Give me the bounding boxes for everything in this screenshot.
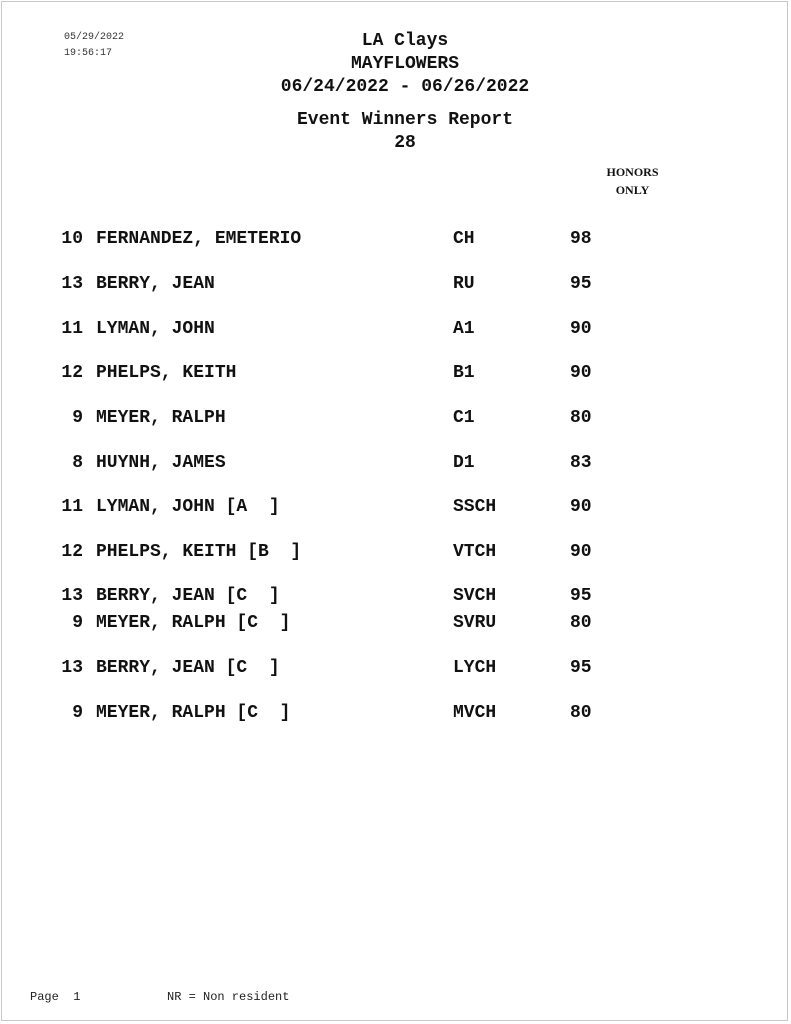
event-name: MAYFLOWERS bbox=[350, 54, 460, 74]
winner-award: SSCH bbox=[453, 497, 497, 517]
winner-award: VTCH bbox=[453, 542, 497, 562]
winner-score: 90 bbox=[570, 363, 592, 383]
winner-row bbox=[0, 273, 592, 295]
winner-name: BERRY, JEAN [C ] bbox=[96, 658, 280, 678]
footer-note: NR = Non resident bbox=[167, 990, 290, 1004]
winner-number: 10 bbox=[61, 229, 83, 249]
honors-label-line2: ONLY bbox=[615, 183, 650, 197]
winner-row bbox=[0, 496, 592, 518]
winner-name: FERNANDEZ, EMETERIO bbox=[96, 229, 302, 249]
winner-number: 11 bbox=[61, 497, 83, 517]
winner-award: CH bbox=[453, 229, 475, 249]
winner-row bbox=[0, 362, 592, 384]
winner-award: C1 bbox=[453, 408, 475, 428]
winner-number: 8 bbox=[72, 453, 83, 473]
date-range: 06/24/2022 - 06/26/2022 bbox=[280, 77, 530, 97]
winner-name: LYMAN, JOHN [A ] bbox=[96, 497, 280, 517]
winner-name: MEYER, RALPH bbox=[96, 408, 226, 428]
report-title: Event Winners Report bbox=[296, 110, 514, 130]
winner-score: 90 bbox=[570, 542, 592, 562]
winner-number: 13 bbox=[61, 274, 83, 294]
winner-row bbox=[0, 702, 592, 724]
winner-name: HUYNH, JAMES bbox=[96, 453, 226, 473]
honors-label-line1: HONORS bbox=[606, 165, 659, 179]
winner-score: 80 bbox=[570, 613, 592, 633]
winner-name: BERRY, JEAN [C ] bbox=[96, 586, 280, 606]
printed-time: 19:56:17 bbox=[64, 48, 113, 59]
winner-score: 90 bbox=[570, 497, 592, 517]
winner-award: D1 bbox=[453, 453, 475, 473]
honors-only-label bbox=[595, 163, 670, 199]
winner-row bbox=[0, 657, 592, 679]
winner-name: PHELPS, KEITH [B ] bbox=[96, 542, 302, 562]
winner-row bbox=[0, 585, 592, 607]
winner-award: B1 bbox=[453, 363, 475, 383]
winner-row bbox=[0, 228, 592, 250]
winner-number: 9 bbox=[72, 408, 83, 428]
winner-row bbox=[0, 452, 592, 474]
winner-award: SVCH bbox=[453, 586, 497, 606]
winner-number: 9 bbox=[72, 703, 83, 723]
winner-name: LYMAN, JOHN bbox=[96, 319, 215, 339]
winner-award: RU bbox=[453, 274, 475, 294]
winner-row bbox=[0, 612, 592, 634]
winner-score: 95 bbox=[570, 658, 592, 678]
winner-number: 13 bbox=[61, 586, 83, 606]
winner-number: 9 bbox=[72, 613, 83, 633]
winner-number: 12 bbox=[61, 542, 83, 562]
winner-score: 80 bbox=[570, 408, 592, 428]
printed-date: 05/29/2022 bbox=[64, 32, 125, 43]
winner-award: SVRU bbox=[453, 613, 497, 633]
winner-score: 98 bbox=[570, 229, 592, 249]
winner-score: 95 bbox=[570, 586, 592, 606]
winner-score: 90 bbox=[570, 319, 592, 339]
winner-row bbox=[0, 318, 592, 340]
winner-score: 83 bbox=[570, 453, 592, 473]
winner-award: LYCH bbox=[453, 658, 497, 678]
club-name: LA Clays bbox=[361, 31, 449, 51]
winner-row bbox=[0, 541, 592, 563]
winner-award: MVCH bbox=[453, 703, 497, 723]
winner-score: 95 bbox=[570, 274, 592, 294]
winner-score: 80 bbox=[570, 703, 592, 723]
winner-award: A1 bbox=[453, 319, 475, 339]
event-number: 28 bbox=[394, 133, 416, 153]
winner-name: MEYER, RALPH [C ] bbox=[96, 703, 291, 723]
winner-name: MEYER, RALPH [C ] bbox=[96, 613, 291, 633]
winner-name: BERRY, JEAN bbox=[96, 274, 215, 294]
winner-number: 12 bbox=[61, 363, 83, 383]
winner-number: 13 bbox=[61, 658, 83, 678]
winner-number: 11 bbox=[61, 319, 83, 339]
page-number: Page 1 bbox=[30, 990, 81, 1004]
winner-row bbox=[0, 407, 592, 429]
winner-name: PHELPS, KEITH bbox=[96, 363, 237, 383]
